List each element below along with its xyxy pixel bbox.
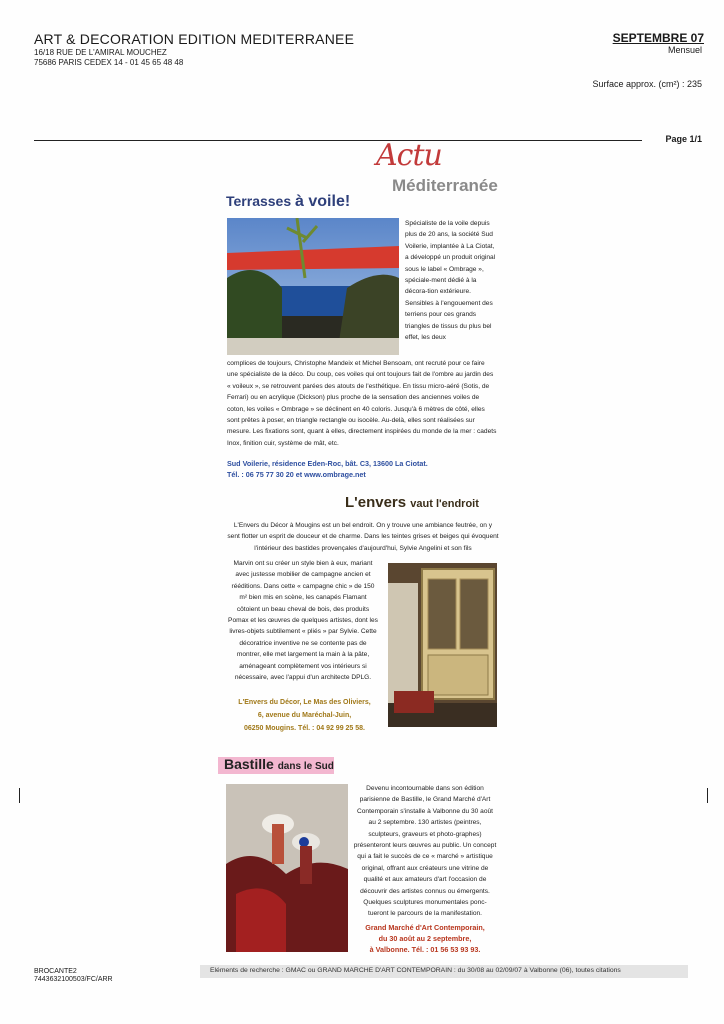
surface-approx: Surface approx. (cm²) : 235 bbox=[592, 79, 702, 89]
publication-address bbox=[34, 48, 183, 68]
terrasses-contact-address: Sud Voilerie, résidence Eden-Roc, bât. C3, 13600 La Ciotat. bbox=[227, 459, 428, 468]
terrasses-title-end: ! bbox=[344, 193, 351, 210]
section-logo-sub: Méditerranée bbox=[392, 176, 498, 195]
envers-intro-text: L'Envers du Décor à Mougins est un bel endroit. On y trouve une ambiance feutrée, on y sent flotter un esprit de douceur et de charme. Dans les teintes grises et beiges qui évoquent l'intérieur des bastides provençales d'aujourd'hui, Sylvie Angelini et son fils bbox=[227, 522, 499, 552]
envers-contact bbox=[227, 697, 382, 735]
envers-contact-line-1: L'Envers du Décor, Le Mas des Oliviers, bbox=[238, 699, 371, 706]
terrasses-column-text: Spécialiste de la voile depuis plus de 20 ans, la société Sud Voilerie, implantée à La Ciotat, a développé un produit original sous le label « Ombrage », spéciale-ment dédié à la décora-tion extérieure. Sensibles à l'engouement des terriens pour ces grands triangles de tissus du plus bel effet, les deux bbox=[405, 220, 496, 342]
terrasses-contact bbox=[227, 458, 502, 480]
section-logo-script: Actu bbox=[376, 138, 442, 173]
issue-date: SEPTEMBRE 07 bbox=[612, 31, 704, 45]
margin-mark-left bbox=[19, 788, 20, 803]
header-divider bbox=[34, 140, 642, 141]
bastille-column-text: Devenu incontournable dans son édition parisienne de Bastille, le Grand Marché d'Art Contemporain s'installe à Valbonne du 30 août au 2 septembre. 130 artistes (peintres, sculpteurs, graveurs et photo-graphes) présenteront leurs œuvres au public. Un concept qui a fait le succès de ce « marché » artistique original, offrant aux créateurs une vitrine de qualité et aux amateurs d'art l'occasion de découvrir des artistes connus ou émergents. Quelques sculptures monumentales ponc-tueront le parcours de la manifestation. bbox=[353, 785, 497, 918]
envers-contact-line-3: 06250 Mougins. Tél. : 04 92 99 25 58. bbox=[243, 724, 365, 732]
terrasses-title bbox=[226, 193, 350, 211]
terrasses-contact-phone: Tél. : 06 75 77 30 20 et www.ombrage.net bbox=[227, 470, 366, 479]
publication-name: ART & DECORATION EDITION MEDITERRANEE bbox=[34, 31, 355, 47]
envers-contact-line-2: 6, avenue du Maréchal-Juin, bbox=[257, 711, 352, 719]
document-code bbox=[34, 968, 113, 984]
document-code-line-1: BROCANTE2 bbox=[34, 968, 77, 975]
document-code-line-2: 7443632100503/FC/ARR bbox=[34, 976, 113, 983]
bastille-photo bbox=[226, 784, 348, 952]
envers-title bbox=[345, 494, 479, 511]
envers-title-small: vaut l'endroit bbox=[410, 498, 479, 510]
address-line-2: 75686 PARIS CEDEX 14 - 01 45 65 48 48 bbox=[34, 58, 184, 67]
terrasses-body-text: complices de toujours, Christophe Mandeix et Michel Bensoam, ont recruté pour ce faire une spécialiste de la déco. Du coup, ces voiles qui ont toujours fait de l'ombre au jardin des « voileux », se retrouvent parées des atouts de l'esthétique. En tissu micro-aéré (Sotis, de Ferrari) ou en acrylique (Dickson) plus proche de la sensation des anciennes voiles de coton, les voiles « Ombrage » se déclinent en 40 coloris. Jusqu'à 6 mètres de côté, elles sont prêtes à poser, en triangle rectangle ou isocèle. Au-delà, elles sont réalisées sur mesure. Les fixations sont, quant à elles, directement inspirées du monde de la mer : cadets Inox, finition cuir, système de mât, etc. bbox=[227, 360, 497, 447]
search-elements-text: Eléments de recherche : GMAC ou GRAND MARCHE D'ART CONTEMPORAIN : du 30/08 au 02/09/07 à Valbonne (06), toutes citations bbox=[210, 967, 621, 974]
envers-photo bbox=[388, 563, 497, 727]
address-line-1: 16/18 RUE DE L'AMIRAL MOUCHEZ bbox=[34, 48, 167, 57]
page-number: Page 1/1 bbox=[665, 134, 702, 144]
margin-mark-right bbox=[707, 788, 708, 803]
bastille-contact-line-1: Grand Marché d'Art Contemporain, bbox=[365, 923, 485, 932]
bastille-contact-line-2: du 30 août au 2 septembre, bbox=[378, 934, 472, 944]
terrasses-title-big: à voile bbox=[295, 193, 345, 210]
envers-column-text: Marvin ont su créer un style bien à eux, mariant avec justesse mobilier de campagne ancien et rééditions. Dans cette « campagne chic » de 150 m² bien mis en scène, les canapés Flamant côtoient un beau cheval de bois, des produits Pomax et les œuvres de quelques artistes, dont les livres-objets subtilement « pliés » par Sylvie. Cette décoratrice inventive ne se contente pas de montrer, elle met largement la main à la pâte, aménageant complètement vos intérieurs si nécessaire, avec l'appui d'un architecte DPLG. bbox=[228, 560, 378, 682]
bastille-title bbox=[224, 756, 334, 772]
bastille-title-main: Bastille bbox=[224, 756, 274, 772]
envers-title-main: L'envers bbox=[345, 494, 407, 511]
terrasses-title-main: Terrasses bbox=[226, 193, 292, 209]
bastille-contact bbox=[353, 922, 497, 956]
terrasse-photo bbox=[227, 218, 399, 355]
bastille-title-small: dans le Sud bbox=[277, 761, 334, 772]
frequency: Mensuel bbox=[667, 45, 702, 55]
bastille-contact-line-3: à Valbonne. Tél. : 01 56 53 93 93. bbox=[369, 945, 481, 955]
